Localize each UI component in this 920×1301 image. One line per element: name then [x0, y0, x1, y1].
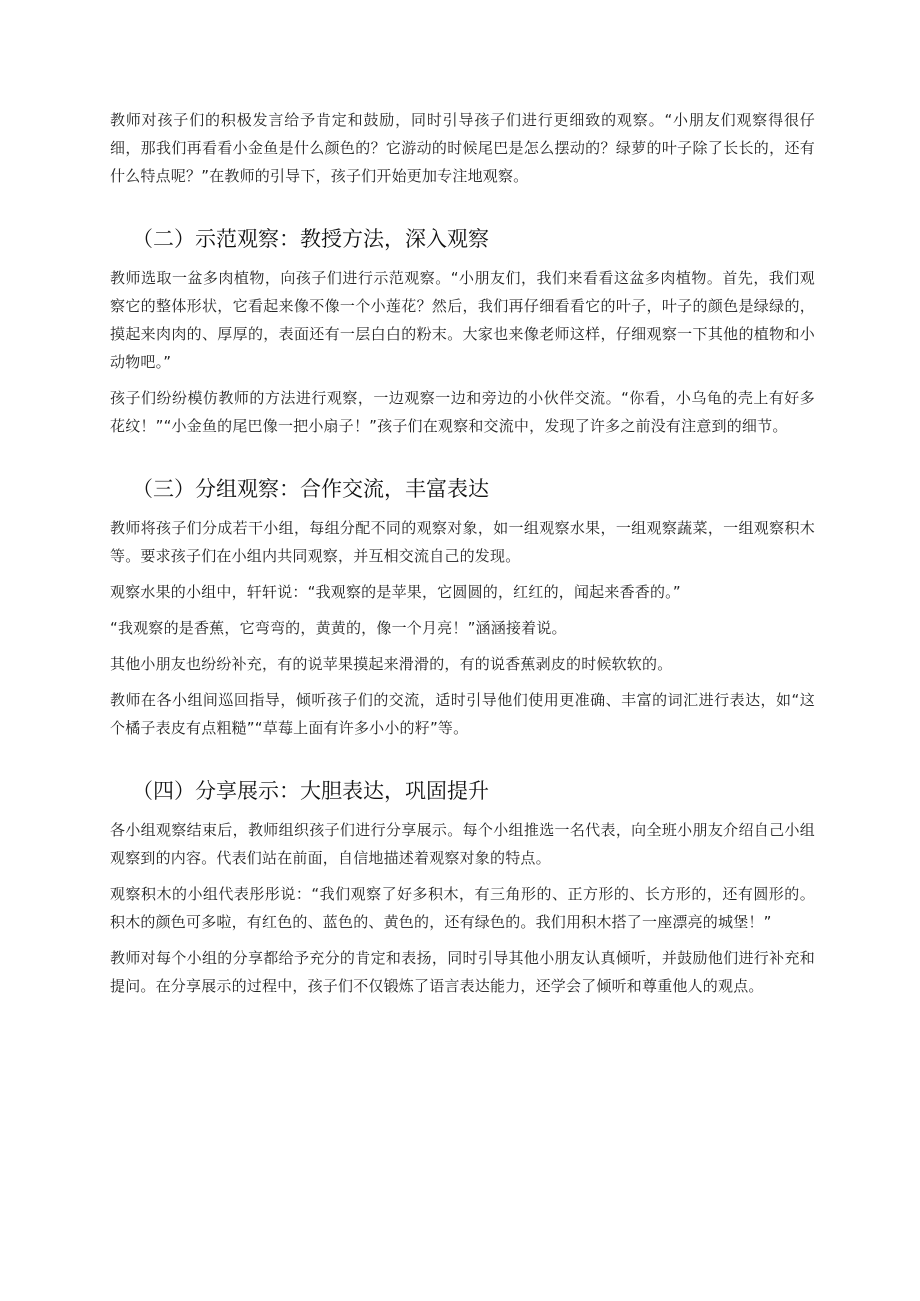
section-4-paragraph-3: 教师对每个小组的分享都给予充分的肯定和表扬，同时引导其他小朋友认真倾听，并鼓励他们进行补充和提问。在分享展示的过程中，孩子们不仅锻炼了语言表达能力，还学会了倾听和尊重他人的观点。 — [110, 949, 815, 995]
section-3-paragraph-5: 教师在各小组间巡回指导，倾听孩子们的交流，适时引导他们使用更准确、丰富的词汇进行表达，如“这个橘子表皮有点粗糙”“草莓上面有许多小小的籽”等。 — [110, 691, 815, 737]
section-heading-3: （三）分组观察：合作交流，丰富表达 — [132, 477, 489, 501]
section-3-paragraph-4: 其他小朋友也纷纷补充，有的说苹果摸起来滑滑的，有的说香蕉剥皮的时候软软的。 — [110, 655, 673, 673]
section-3-paragraph-2: 观察水果的小组中，轩轩说：“我观察的是苹果，它圆圆的，红红的，闻起来香香的。” — [110, 583, 681, 601]
section-2-paragraph-1: 教师选取一盆多肉植物，向孩子们进行示范观察。“小朋友们，我们来看看这盆多肉植物。首先，我们观察它的整体形状，它看起来像不像一个小莲花？然后，我们再仔细看看它的叶子，叶子的颜色是绿绿的，摸起来肉肉的、厚厚的，表面还有一层白白的粉末。大家也来像老师这样，仔细观察一下其他的植物和小动物吧。” — [110, 269, 815, 371]
section-3-paragraph-3: “我观察的是香蕉，它弯弯的，黄黄的，像一个月亮！”涵涵接着说。 — [110, 619, 567, 637]
section-3-paragraph-1: 教师将孩子们分成若干小组，每组分配不同的观察对象，如一组观察水果，一组观察蔬菜，一组观察积木等。要求孩子们在小组内共同观察，并互相交流自己的发现。 — [110, 519, 815, 565]
section-2-paragraph-2: 孩子们纷纷模仿教师的方法进行观察，一边观察一边和旁边的小伙伴交流。“你看，小乌龟的壳上有好多花纹！”“小金鱼的尾巴像一把小扇子！”孩子们在观察和交流中，发现了许多之前没有注意到的细节。 — [110, 389, 815, 435]
section-heading-2: （二）示范观察：教授方法，深入观察 — [132, 227, 489, 251]
section-4-paragraph-1: 各小组观察结束后，教师组织孩子们进行分享展示。每个小组推选一名代表，向全班小朋友介绍自己小组观察到的内容。代表们站在前面，自信地描述着观察对象的特点。 — [110, 821, 815, 867]
section-4-paragraph-2: 观察积木的小组代表彤彤说：“我们观察了好多积木，有三角形的、正方形的、长方形的，还有圆形的。积木的颜色可多啦，有红色的、蓝色的、黄色的，还有绿色的。我们用积木搭了一座漂亮的城堡！” — [110, 885, 815, 931]
intro-paragraph: 教师对孩子们的积极发言给予肯定和鼓励，同时引导孩子们进行更细致的观察。“小朋友们观察得很仔细，那我们再看看小金鱼是什么颜色的？它游动的时候尾巴是怎么摆动的？绿萝的叶子除了长长的，还有什么特点呢？”在教师的引导下，孩子们开始更加专注地观察。 — [110, 111, 815, 185]
section-heading-4: （四）分享展示：大胆表达，巩固提升 — [132, 779, 489, 803]
document-body — [110, 106, 815, 1008]
